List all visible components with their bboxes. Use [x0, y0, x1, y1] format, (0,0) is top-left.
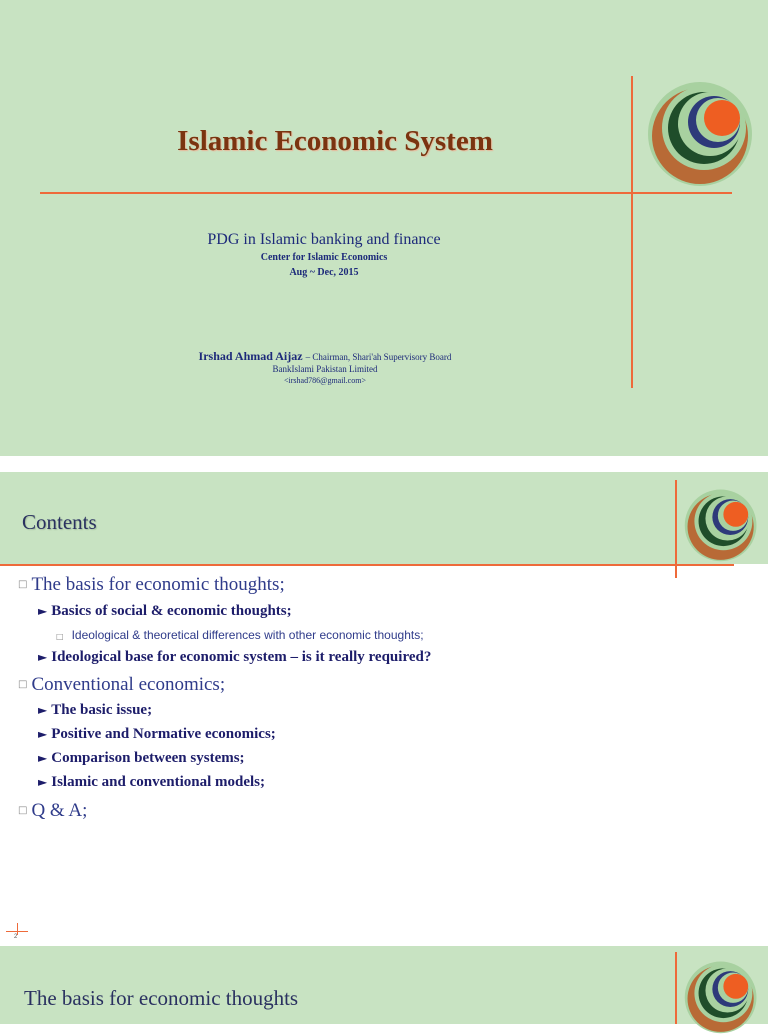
- square-bullet-icon: □: [56, 632, 64, 641]
- list-item: ► Basics of social & economic thoughts;: [38, 603, 292, 619]
- horizontal-divider: [40, 192, 732, 194]
- page-number: 2: [14, 934, 18, 940]
- list-item: ► The basic issue;: [38, 702, 153, 718]
- title-slide: [0, 0, 768, 456]
- vertical-divider: [675, 480, 677, 578]
- crescent-logo-icon: [680, 484, 764, 564]
- slide-title: Contents: [22, 510, 97, 534]
- author-role: – Chairman, Shari'ah Supervisory Board: [305, 352, 452, 362]
- triangle-bullet-icon: ►: [38, 703, 48, 717]
- list-item: □ Ideological & theoretical differences with other economic thoughts;: [56, 628, 424, 642]
- triangle-bullet-icon: ►: [38, 604, 48, 618]
- bank-name: BankIslami Pakistan Limited: [272, 364, 378, 374]
- square-bullet-icon: □: [18, 579, 28, 590]
- triangle-bullet-icon: ►: [38, 727, 48, 741]
- author-line: [0, 349, 650, 364]
- triangle-bullet-icon: ►: [38, 751, 48, 765]
- contents-slide: [0, 472, 768, 942]
- slide-title: The basis for economic thoughts: [24, 986, 299, 1010]
- list-item: □ Q & A;: [18, 800, 88, 821]
- date-range: Aug ~ Dec, 2015: [289, 267, 359, 278]
- list-item: □ The basis for economic thoughts;: [18, 574, 285, 595]
- triangle-bullet-icon: ►: [38, 650, 48, 664]
- subtitle: PDG in Islamic banking and finance: [207, 231, 441, 248]
- author-name: Irshad Ahmad Aijaz: [198, 349, 303, 363]
- list-item: ► Ideological base for economic system – is it really required?: [38, 649, 432, 665]
- triangle-bullet-icon: ►: [38, 775, 48, 789]
- center-name: Center for Islamic Economics: [260, 252, 388, 263]
- list-item: ► Comparison between systems;: [38, 750, 245, 766]
- list-item: □ Conventional economics;: [18, 674, 226, 695]
- square-bullet-icon: □: [18, 805, 28, 816]
- square-bullet-icon: □: [18, 679, 28, 690]
- presentation-title: Islamic Economic System: [177, 125, 493, 157]
- author-email: <irshad786@gmail.com>: [284, 376, 366, 385]
- crescent-logo-icon: [680, 956, 764, 1036]
- slide-header: [0, 472, 768, 564]
- list-item: ► Positive and Normative economics;: [38, 726, 276, 742]
- next-slide: [0, 946, 768, 1024]
- horizontal-divider: [0, 564, 734, 566]
- list-item: ► Islamic and conventional models;: [38, 774, 265, 790]
- vertical-divider: [675, 952, 677, 1024]
